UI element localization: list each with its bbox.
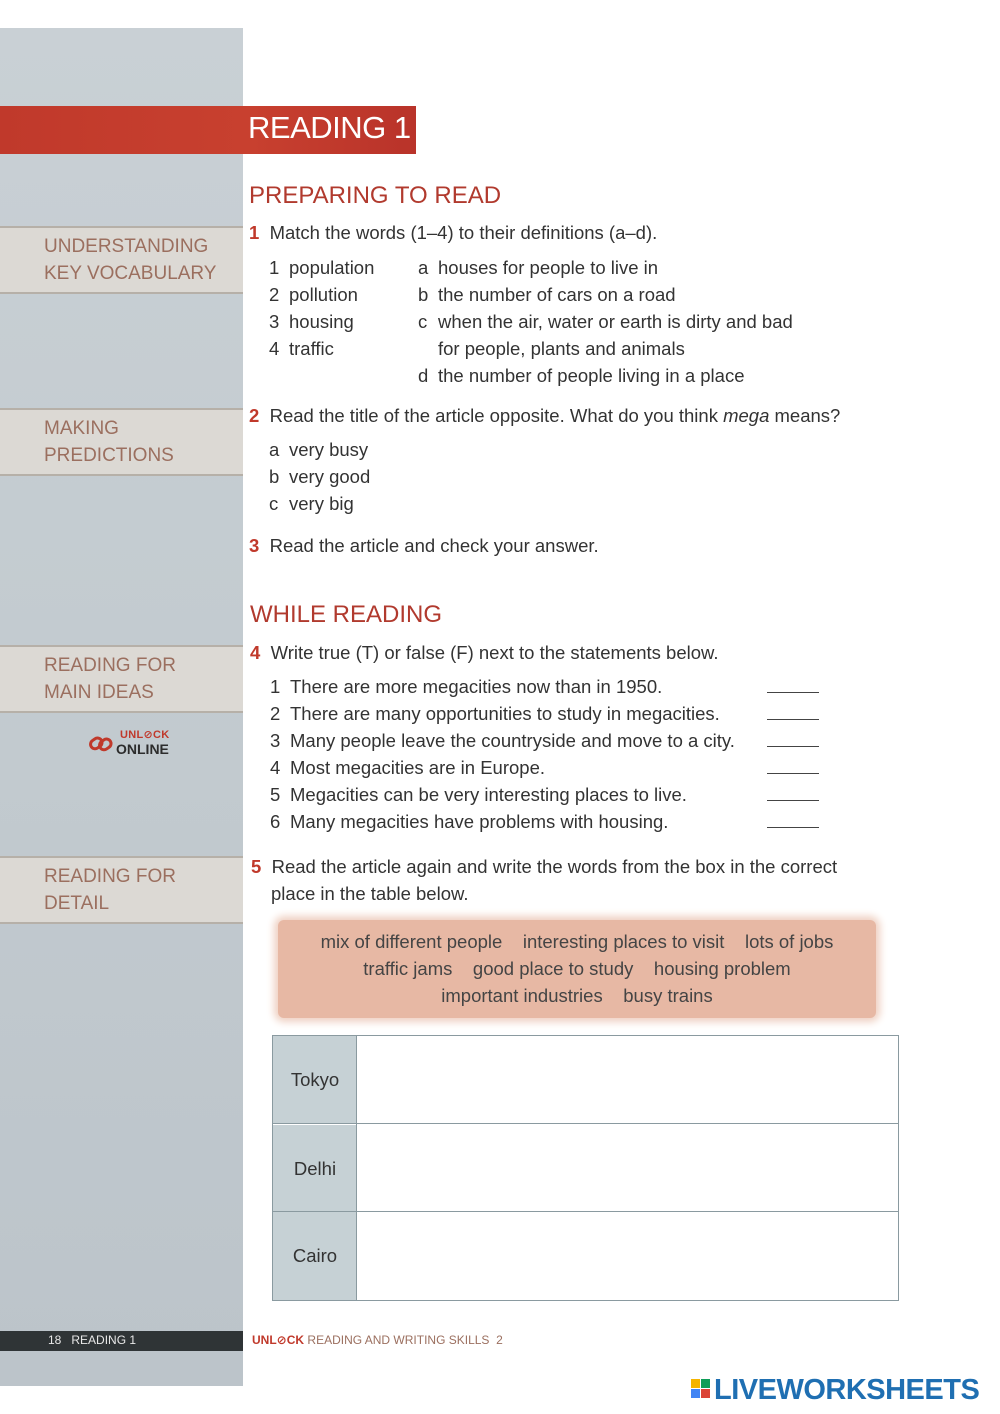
unlock-online-logo[interactable] (88, 728, 178, 760)
definition-text: the number of cars on a road (438, 284, 676, 305)
statement-text: Many people leave the countryside and move to a city. (290, 730, 735, 751)
footer-book-title (252, 1333, 503, 1347)
answer-blank-2[interactable] (767, 719, 819, 720)
answer-cell-delhi[interactable] (357, 1125, 897, 1211)
city-label-cairo: Cairo (273, 1212, 357, 1300)
question-number: 1 (249, 222, 260, 243)
definition-text: houses for people to live in (438, 257, 659, 278)
question-5 (251, 853, 837, 907)
statement-number: 4 (270, 757, 281, 778)
section-title-preparing: PREPARING TO READ (249, 182, 502, 209)
answer-blank-4[interactable] (767, 773, 819, 774)
statement-list (270, 676, 735, 838)
skill-line: DETAIL (44, 893, 110, 914)
option-letter: a (269, 439, 280, 460)
word-item (269, 338, 374, 365)
word-list (269, 257, 374, 365)
word-item (269, 257, 374, 284)
skill-line: MAKING (44, 418, 119, 439)
definition-letter: a (418, 257, 429, 278)
statement-number: 5 (270, 784, 281, 805)
statement-number: 6 (270, 811, 281, 832)
table-divider (356, 1036, 357, 1300)
answer-blank-6[interactable] (767, 827, 819, 828)
question-text: Read the title of the article opposite. What do you think (269, 405, 724, 426)
statement-text: There are many opportunities to study in megacities. (290, 703, 720, 724)
city-label-delhi: Delhi (273, 1125, 357, 1213)
question-number: 2 (249, 405, 260, 426)
table-row-divider (273, 1211, 898, 1212)
word-number: 4 (269, 338, 280, 359)
statement-text: Megacities can be very interesting places to live. (290, 784, 687, 805)
word-text: pollution (289, 284, 358, 305)
skill-line: PREDICTIONS (44, 445, 174, 466)
word-number: 3 (269, 311, 280, 332)
word-number: 2 (269, 284, 280, 305)
statement-text: Many megacities have problems with housing. (290, 811, 669, 832)
option-text: very good (289, 466, 371, 487)
word-box-line: important industries busy trains (441, 985, 713, 1006)
answer-blank-3[interactable] (767, 746, 819, 747)
skill-line: UNDERSTANDING (44, 236, 209, 257)
question-3 (249, 535, 599, 557)
page-title: READING 1 (248, 110, 411, 145)
skill-line: KEY VOCABULARY (44, 263, 217, 284)
definition-text: for people, plants and animals (438, 338, 685, 359)
statement-item (270, 730, 735, 757)
question-4 (250, 642, 719, 664)
question-2 (249, 405, 840, 427)
statement-number: 2 (270, 703, 281, 724)
option-list (269, 439, 370, 520)
statement-item (270, 784, 735, 811)
option-item[interactable] (269, 466, 370, 493)
table-row-divider (273, 1123, 898, 1124)
skill-label-making-predictions (0, 408, 243, 476)
online-text: ONLINE (116, 741, 169, 757)
word-item (269, 284, 374, 311)
option-item[interactable] (269, 493, 370, 520)
footer-title-text: READING AND WRITING SKILLS 2 (304, 1333, 503, 1347)
city-label-tokyo: Tokyo (273, 1036, 357, 1124)
answer-cell-tokyo[interactable] (357, 1036, 897, 1123)
definition-letter: c (418, 311, 428, 332)
definition-item (418, 284, 793, 311)
option-letter: c (269, 493, 279, 514)
answer-blank-1[interactable] (767, 692, 819, 693)
statement-number: 1 (270, 676, 281, 697)
word-box-line: mix of different people interesting places to visit lots of jobs (320, 931, 834, 952)
statement-item (270, 757, 735, 784)
unlock-text: UNL⊘CK (120, 729, 170, 741)
definition-item (418, 338, 793, 365)
answer-blank-5[interactable] (767, 800, 819, 801)
answer-cell-cairo[interactable] (357, 1213, 897, 1299)
question-number: 4 (250, 642, 261, 663)
word-number: 1 (269, 257, 280, 278)
option-text: very busy (289, 439, 369, 460)
statement-item (270, 676, 735, 703)
option-letter: b (269, 466, 280, 487)
skill-label-understanding-key-vocabulary (0, 226, 243, 294)
definition-item (418, 311, 793, 338)
skill-label-reading-for-detail (0, 856, 243, 924)
question-line (251, 853, 837, 880)
question-text: Read the article again and write the words from the box in the correct (271, 856, 838, 877)
question-text-line2: place in the table below. (271, 883, 469, 904)
liveworksheets-logo-icon (691, 1379, 711, 1399)
liveworksheets-watermark: LIVEWORKSHEETS (714, 1374, 980, 1406)
statement-text: There are more megacities now than in 1950. (290, 676, 663, 697)
definition-text: the number of people living in a place (438, 365, 745, 386)
link-icon (88, 732, 114, 756)
question-text: Write true (T) or false (F) next to the statements below. (270, 642, 719, 663)
section-title-while-reading: WHILE READING (250, 601, 443, 628)
definition-text: when the air, water or earth is dirty and bad (438, 311, 793, 332)
definition-letter: b (418, 284, 429, 305)
definition-letter: d (418, 365, 429, 386)
definition-list (418, 257, 793, 392)
word-box-line: traffic jams good place to study housing problem (363, 958, 791, 979)
skill-line: READING FOR (44, 655, 176, 676)
statement-item (270, 811, 735, 838)
statement-item (270, 703, 735, 730)
skill-label-reading-for-main-ideas (0, 645, 243, 713)
word-text: housing (289, 311, 354, 332)
question-text: Match the words (1–4) to their definitions (a–d). (269, 222, 658, 243)
question-text-end: means? (769, 405, 841, 426)
page-number: 18 READING 1 (48, 1333, 137, 1347)
question-text: Read the article and check your answer. (269, 535, 599, 556)
footer-brand: UNL⊘CK (252, 1333, 305, 1347)
skill-line: READING FOR (44, 866, 176, 887)
option-item[interactable] (269, 439, 370, 466)
option-text: very big (289, 493, 354, 514)
skill-line: MAIN IDEAS (44, 682, 154, 703)
question-number: 5 (251, 856, 262, 877)
definition-item (418, 365, 793, 392)
statement-number: 3 (270, 730, 281, 751)
word-text: traffic (289, 338, 334, 359)
word-item (269, 311, 374, 338)
definition-item (418, 257, 793, 284)
word-text: population (289, 257, 375, 278)
question-italic: mega (723, 405, 770, 426)
question-1 (249, 222, 657, 244)
statement-text: Most megacities are in Europe. (290, 757, 546, 778)
question-number: 3 (249, 535, 260, 556)
